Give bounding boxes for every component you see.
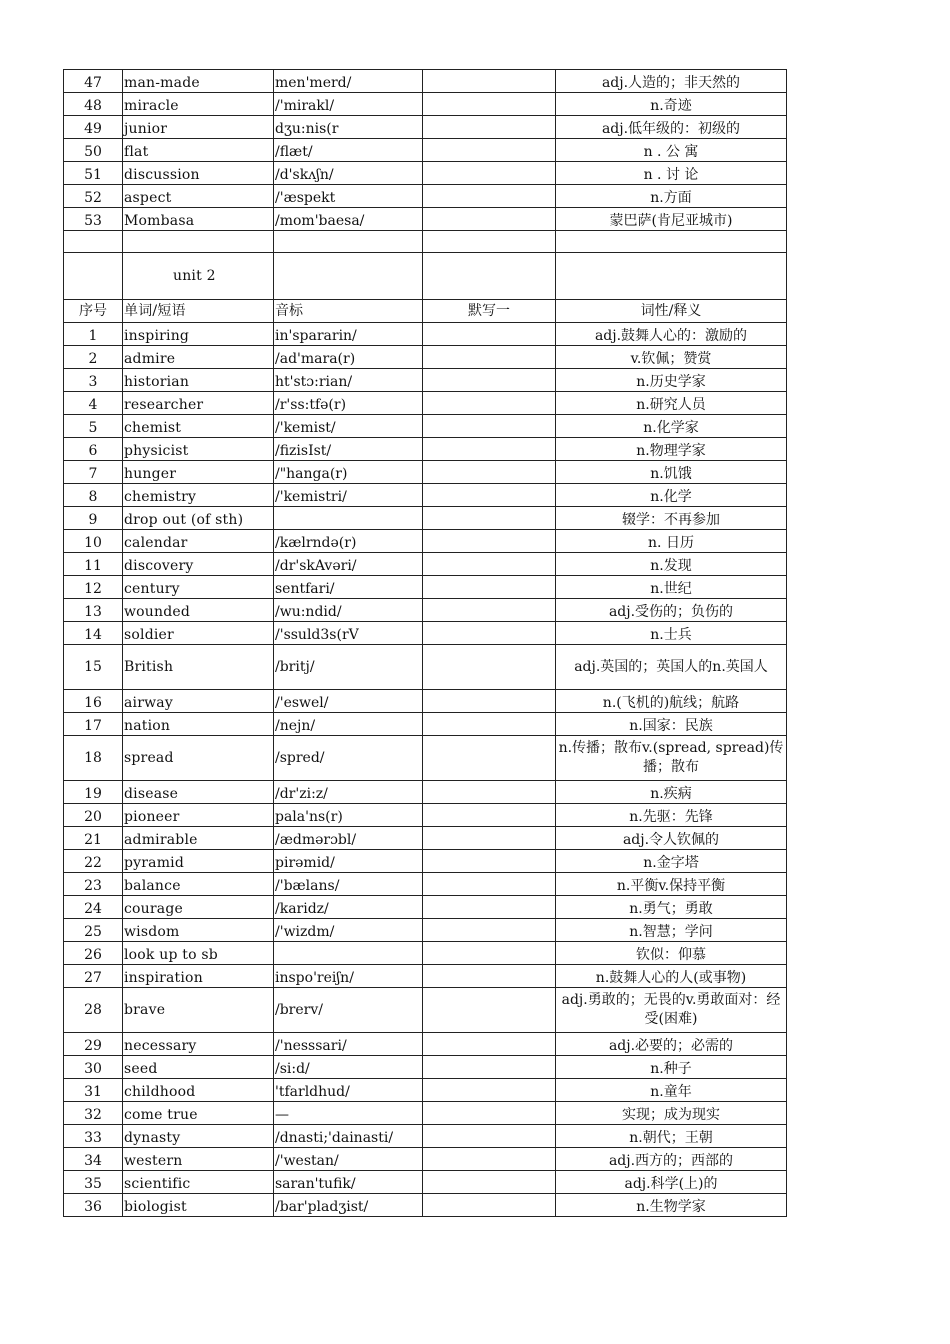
table-row — [64, 873, 787, 896]
row-number: 35 — [64, 1171, 123, 1194]
row-definition: n.化学 — [556, 484, 787, 507]
row-phonetic: /'westan/ — [274, 1148, 423, 1171]
row-dictation — [423, 622, 556, 645]
row-dictation — [423, 690, 556, 713]
table-row — [64, 70, 787, 93]
row-phonetic: /bar'pladʒist/ — [274, 1194, 423, 1217]
row-dictation — [423, 850, 556, 873]
row-word: hunger — [123, 461, 274, 484]
row-phonetic: /'wizdm/ — [274, 919, 423, 942]
table-row — [64, 896, 787, 919]
row-number: 19 — [64, 781, 123, 804]
row-definition: n.饥饿 — [556, 461, 787, 484]
row-dictation — [423, 1056, 556, 1079]
row-phonetic: /'kemistri/ — [274, 484, 423, 507]
row-dictation — [423, 116, 556, 139]
row-number: 13 — [64, 599, 123, 622]
row-phonetic — [274, 507, 423, 530]
table-row — [64, 804, 787, 827]
row-word: airway — [123, 690, 274, 713]
row-word: wounded — [123, 599, 274, 622]
table-row — [64, 690, 787, 713]
row-number: 9 — [64, 507, 123, 530]
row-dictation — [423, 530, 556, 553]
row-dictation — [423, 392, 556, 415]
table-row — [64, 392, 787, 415]
unit-2-heading — [64, 231, 787, 323]
row-word: western — [123, 1148, 274, 1171]
row-phonetic: /wu:ndid/ — [274, 599, 423, 622]
table-row — [64, 415, 787, 438]
row-definition: n.研究人员 — [556, 392, 787, 415]
table-row — [64, 827, 787, 850]
row-number: 36 — [64, 1194, 123, 1217]
table-row — [64, 346, 787, 369]
row-word: aspect — [123, 185, 274, 208]
row-word: discussion — [123, 162, 274, 185]
row-word: man-made — [123, 70, 274, 93]
row-word: calendar — [123, 530, 274, 553]
unit-title-row — [64, 253, 787, 300]
table-row — [64, 553, 787, 576]
table-row — [64, 988, 787, 1033]
row-dictation — [423, 965, 556, 988]
row-definition: n.先驱：先锋 — [556, 804, 787, 827]
row-word: discovery — [123, 553, 274, 576]
row-number: 34 — [64, 1148, 123, 1171]
row-definition: n. 日历 — [556, 530, 787, 553]
unit-title: unit 2 — [123, 253, 274, 300]
table-row — [64, 622, 787, 645]
row-dictation — [423, 1102, 556, 1125]
row-phonetic: pirəmid/ — [274, 850, 423, 873]
row-definition: n.金字塔 — [556, 850, 787, 873]
row-definition: n.童年 — [556, 1079, 787, 1102]
row-word: disease — [123, 781, 274, 804]
row-dictation — [423, 484, 556, 507]
row-phonetic: ht'stɔ:rian/ — [274, 369, 423, 392]
table-row — [64, 713, 787, 736]
row-word: chemist — [123, 415, 274, 438]
row-number: 16 — [64, 690, 123, 713]
row-number: 22 — [64, 850, 123, 873]
row-word: pioneer — [123, 804, 274, 827]
row-phonetic: inspo'reiʃn/ — [274, 965, 423, 988]
row-word: junior — [123, 116, 274, 139]
row-definition: n.(飞机的)航线；航路 — [556, 690, 787, 713]
row-phonetic: dʒu:nis(r — [274, 116, 423, 139]
row-dictation — [423, 369, 556, 392]
row-word: necessary — [123, 1033, 274, 1056]
vocabulary-table — [63, 69, 787, 1217]
row-phonetic: /si:d/ — [274, 1056, 423, 1079]
row-number: 26 — [64, 942, 123, 965]
row-word: nation — [123, 713, 274, 736]
row-word: historian — [123, 369, 274, 392]
row-phonetic: /ad'mara(r) — [274, 346, 423, 369]
table-row — [64, 1194, 787, 1217]
row-dictation — [423, 323, 556, 346]
row-dictation — [423, 162, 556, 185]
row-number: 10 — [64, 530, 123, 553]
row-definition: n.疾病 — [556, 781, 787, 804]
row-number: 51 — [64, 162, 123, 185]
row-number: 30 — [64, 1056, 123, 1079]
row-word: chemistry — [123, 484, 274, 507]
row-number: 48 — [64, 93, 123, 116]
row-definition: v.钦佩；赞赏 — [556, 346, 787, 369]
row-definition: n.勇气；勇敢 — [556, 896, 787, 919]
row-phonetic: /nejn/ — [274, 713, 423, 736]
row-phonetic: /fizisIst/ — [274, 438, 423, 461]
header-word: 单词/短语 — [123, 300, 274, 323]
row-dictation — [423, 346, 556, 369]
row-phonetic: /'nesssari/ — [274, 1033, 423, 1056]
row-phonetic: /kælrndə(r) — [274, 530, 423, 553]
row-number: 23 — [64, 873, 123, 896]
row-number: 6 — [64, 438, 123, 461]
table-row — [64, 162, 787, 185]
row-definition: 蒙巴萨(肯尼亚城市) — [556, 208, 787, 231]
row-number: 15 — [64, 645, 123, 690]
row-definition: n.平衡v.保持平衡 — [556, 873, 787, 896]
table-row — [64, 1056, 787, 1079]
row-phonetic: /'bælans/ — [274, 873, 423, 896]
row-definition: adj.西方的；西部的 — [556, 1148, 787, 1171]
row-number: 31 — [64, 1079, 123, 1102]
row-phonetic: /d'skʌʃn/ — [274, 162, 423, 185]
row-number: 8 — [64, 484, 123, 507]
row-number: 14 — [64, 622, 123, 645]
row-word: researcher — [123, 392, 274, 415]
row-dictation — [423, 507, 556, 530]
row-definition: adj.低年级的：初级的 — [556, 116, 787, 139]
row-dictation — [423, 208, 556, 231]
row-number: 52 — [64, 185, 123, 208]
table-row — [64, 576, 787, 599]
table-row — [64, 323, 787, 346]
row-dictation — [423, 736, 556, 781]
table-row — [64, 461, 787, 484]
row-definition: adj.勇敢的；无畏的v.勇敢面对：经受(困难) — [556, 988, 787, 1033]
row-definition: adj.科学(上)的 — [556, 1171, 787, 1194]
row-dictation — [423, 1148, 556, 1171]
table-row — [64, 965, 787, 988]
header-row — [64, 300, 787, 323]
row-word: balance — [123, 873, 274, 896]
table-row — [64, 781, 787, 804]
row-phonetic: saran'tufik/ — [274, 1171, 423, 1194]
row-phonetic: /flæt/ — [274, 139, 423, 162]
row-number: 24 — [64, 896, 123, 919]
table-row — [64, 1125, 787, 1148]
row-phonetic: in'spararin/ — [274, 323, 423, 346]
row-number: 11 — [64, 553, 123, 576]
row-number: 12 — [64, 576, 123, 599]
row-definition: adj.受伤的；负伤的 — [556, 599, 787, 622]
row-definition: adj.英国的；英国人的n.英国人 — [556, 645, 787, 690]
table-row — [64, 93, 787, 116]
row-dictation — [423, 415, 556, 438]
row-number: 5 — [64, 415, 123, 438]
row-number: 29 — [64, 1033, 123, 1056]
header-phonetic: 音标 — [274, 300, 423, 323]
row-number: 7 — [64, 461, 123, 484]
table-row — [64, 369, 787, 392]
row-dictation — [423, 461, 556, 484]
table-row — [64, 507, 787, 530]
row-number: 17 — [64, 713, 123, 736]
table-row — [64, 208, 787, 231]
row-number: 28 — [64, 988, 123, 1033]
row-dictation — [423, 576, 556, 599]
row-word: British — [123, 645, 274, 690]
row-phonetic: /'mirakl/ — [274, 93, 423, 116]
row-definition: n.历史学家 — [556, 369, 787, 392]
row-number: 2 — [64, 346, 123, 369]
row-phonetic: /spred/ — [274, 736, 423, 781]
header-dictation: 默写一 — [423, 300, 556, 323]
row-word: Mombasa — [123, 208, 274, 231]
row-dictation — [423, 139, 556, 162]
row-word: spread — [123, 736, 274, 781]
row-definition: n.朝代；王朝 — [556, 1125, 787, 1148]
row-definition: n.士兵 — [556, 622, 787, 645]
row-dictation — [423, 896, 556, 919]
row-dictation — [423, 942, 556, 965]
row-dictation — [423, 185, 556, 208]
row-number: 32 — [64, 1102, 123, 1125]
row-phonetic: /dr'zi:z/ — [274, 781, 423, 804]
header-definition: 词性/释义 — [556, 300, 787, 323]
row-phonetic: /mom'baesa/ — [274, 208, 423, 231]
unit-1-rows — [64, 70, 787, 231]
row-dictation — [423, 988, 556, 1033]
row-number: 53 — [64, 208, 123, 231]
table-row — [64, 530, 787, 553]
row-dictation — [423, 438, 556, 461]
row-phonetic: 'tfarldhud/ — [274, 1079, 423, 1102]
row-word: inspiration — [123, 965, 274, 988]
row-word: come true — [123, 1102, 274, 1125]
unit-2-rows — [64, 323, 787, 1217]
table-row — [64, 645, 787, 690]
row-number: 50 — [64, 139, 123, 162]
row-word: seed — [123, 1056, 274, 1079]
row-number: 47 — [64, 70, 123, 93]
row-definition: adj.必要的；必需的 — [556, 1033, 787, 1056]
row-phonetic: /'kemist/ — [274, 415, 423, 438]
table-row — [64, 484, 787, 507]
row-word: miracle — [123, 93, 274, 116]
row-dictation — [423, 599, 556, 622]
row-word: flat — [123, 139, 274, 162]
row-dictation — [423, 93, 556, 116]
row-word: courage — [123, 896, 274, 919]
row-word: pyramid — [123, 850, 274, 873]
row-dictation — [423, 1171, 556, 1194]
row-number: 33 — [64, 1125, 123, 1148]
row-number: 25 — [64, 919, 123, 942]
row-phonetic: /"hanga(r) — [274, 461, 423, 484]
table-row — [64, 1079, 787, 1102]
row-definition: adj.鼓舞人心的：激励的 — [556, 323, 787, 346]
row-definition: n . 讨 论 — [556, 162, 787, 185]
row-number: 3 — [64, 369, 123, 392]
table-row — [64, 116, 787, 139]
row-dictation — [423, 1125, 556, 1148]
row-word: look up to sb — [123, 942, 274, 965]
row-definition: n.种子 — [556, 1056, 787, 1079]
row-word: physicist — [123, 438, 274, 461]
row-word: brave — [123, 988, 274, 1033]
table-row — [64, 736, 787, 781]
row-dictation — [423, 804, 556, 827]
row-dictation — [423, 1079, 556, 1102]
row-word: admire — [123, 346, 274, 369]
row-definition: n.鼓舞人心的人(或事物) — [556, 965, 787, 988]
table-row — [64, 942, 787, 965]
table-row — [64, 1148, 787, 1171]
spacer-row — [64, 231, 787, 253]
row-phonetic: /'eswel/ — [274, 690, 423, 713]
row-word: wisdom — [123, 919, 274, 942]
table-row — [64, 139, 787, 162]
row-number: 1 — [64, 323, 123, 346]
row-word: childhood — [123, 1079, 274, 1102]
row-definition: n.智慧；学问 — [556, 919, 787, 942]
row-definition: n.国家：民族 — [556, 713, 787, 736]
row-word: biologist — [123, 1194, 274, 1217]
row-dictation — [423, 1194, 556, 1217]
row-definition: n.奇迹 — [556, 93, 787, 116]
table-row — [64, 850, 787, 873]
table-row — [64, 1033, 787, 1056]
row-word: dynasty — [123, 1125, 274, 1148]
table-row — [64, 438, 787, 461]
row-definition: n.传播；散布v.(spread, spread)传播；散布 — [556, 736, 787, 781]
row-phonetic: /dr'skAvəri/ — [274, 553, 423, 576]
row-word: soldier — [123, 622, 274, 645]
row-phonetic: /'æspekt — [274, 185, 423, 208]
row-phonetic: sentfari/ — [274, 576, 423, 599]
row-phonetic: men'merd/ — [274, 70, 423, 93]
row-definition: n.发现 — [556, 553, 787, 576]
row-phonetic: — — [274, 1102, 423, 1125]
table-row — [64, 1102, 787, 1125]
row-phonetic: /'ssuld3s(rV — [274, 622, 423, 645]
row-phonetic: pala'ns(r) — [274, 804, 423, 827]
row-word: century — [123, 576, 274, 599]
row-definition: adj.令人钦佩的 — [556, 827, 787, 850]
table-row — [64, 599, 787, 622]
row-dictation — [423, 553, 556, 576]
row-definition: 钦似：仰慕 — [556, 942, 787, 965]
row-number: 27 — [64, 965, 123, 988]
row-dictation — [423, 713, 556, 736]
row-definition: n . 公 寓 — [556, 139, 787, 162]
row-phonetic: /karidz/ — [274, 896, 423, 919]
row-number: 4 — [64, 392, 123, 415]
row-number: 49 — [64, 116, 123, 139]
row-number: 18 — [64, 736, 123, 781]
row-definition: 辍学：不再参加 — [556, 507, 787, 530]
table-row — [64, 185, 787, 208]
row-phonetic: /brerv/ — [274, 988, 423, 1033]
row-phonetic: /britj/ — [274, 645, 423, 690]
row-dictation — [423, 1033, 556, 1056]
row-dictation — [423, 827, 556, 850]
row-word: drop out (of sth) — [123, 507, 274, 530]
table-row — [64, 919, 787, 942]
row-word: scientific — [123, 1171, 274, 1194]
row-dictation — [423, 919, 556, 942]
row-phonetic: /r'ss:tfə(r) — [274, 392, 423, 415]
row-phonetic: /ædmərɔbl/ — [274, 827, 423, 850]
row-definition: n.世纪 — [556, 576, 787, 599]
row-definition: n.方面 — [556, 185, 787, 208]
table-row — [64, 1171, 787, 1194]
row-word: inspiring — [123, 323, 274, 346]
row-phonetic: /dnasti;'dainasti/ — [274, 1125, 423, 1148]
row-definition: n.生物学家 — [556, 1194, 787, 1217]
row-dictation — [423, 645, 556, 690]
row-phonetic — [274, 942, 423, 965]
row-dictation — [423, 781, 556, 804]
row-definition: 实现；成为现实 — [556, 1102, 787, 1125]
row-word: admirable — [123, 827, 274, 850]
row-definition: n.物理学家 — [556, 438, 787, 461]
row-dictation — [423, 873, 556, 896]
header-number: 序号 — [64, 300, 123, 323]
row-dictation — [423, 70, 556, 93]
row-definition: adj.人造的；非天然的 — [556, 70, 787, 93]
row-definition: n.化学家 — [556, 415, 787, 438]
row-number: 21 — [64, 827, 123, 850]
row-number: 20 — [64, 804, 123, 827]
